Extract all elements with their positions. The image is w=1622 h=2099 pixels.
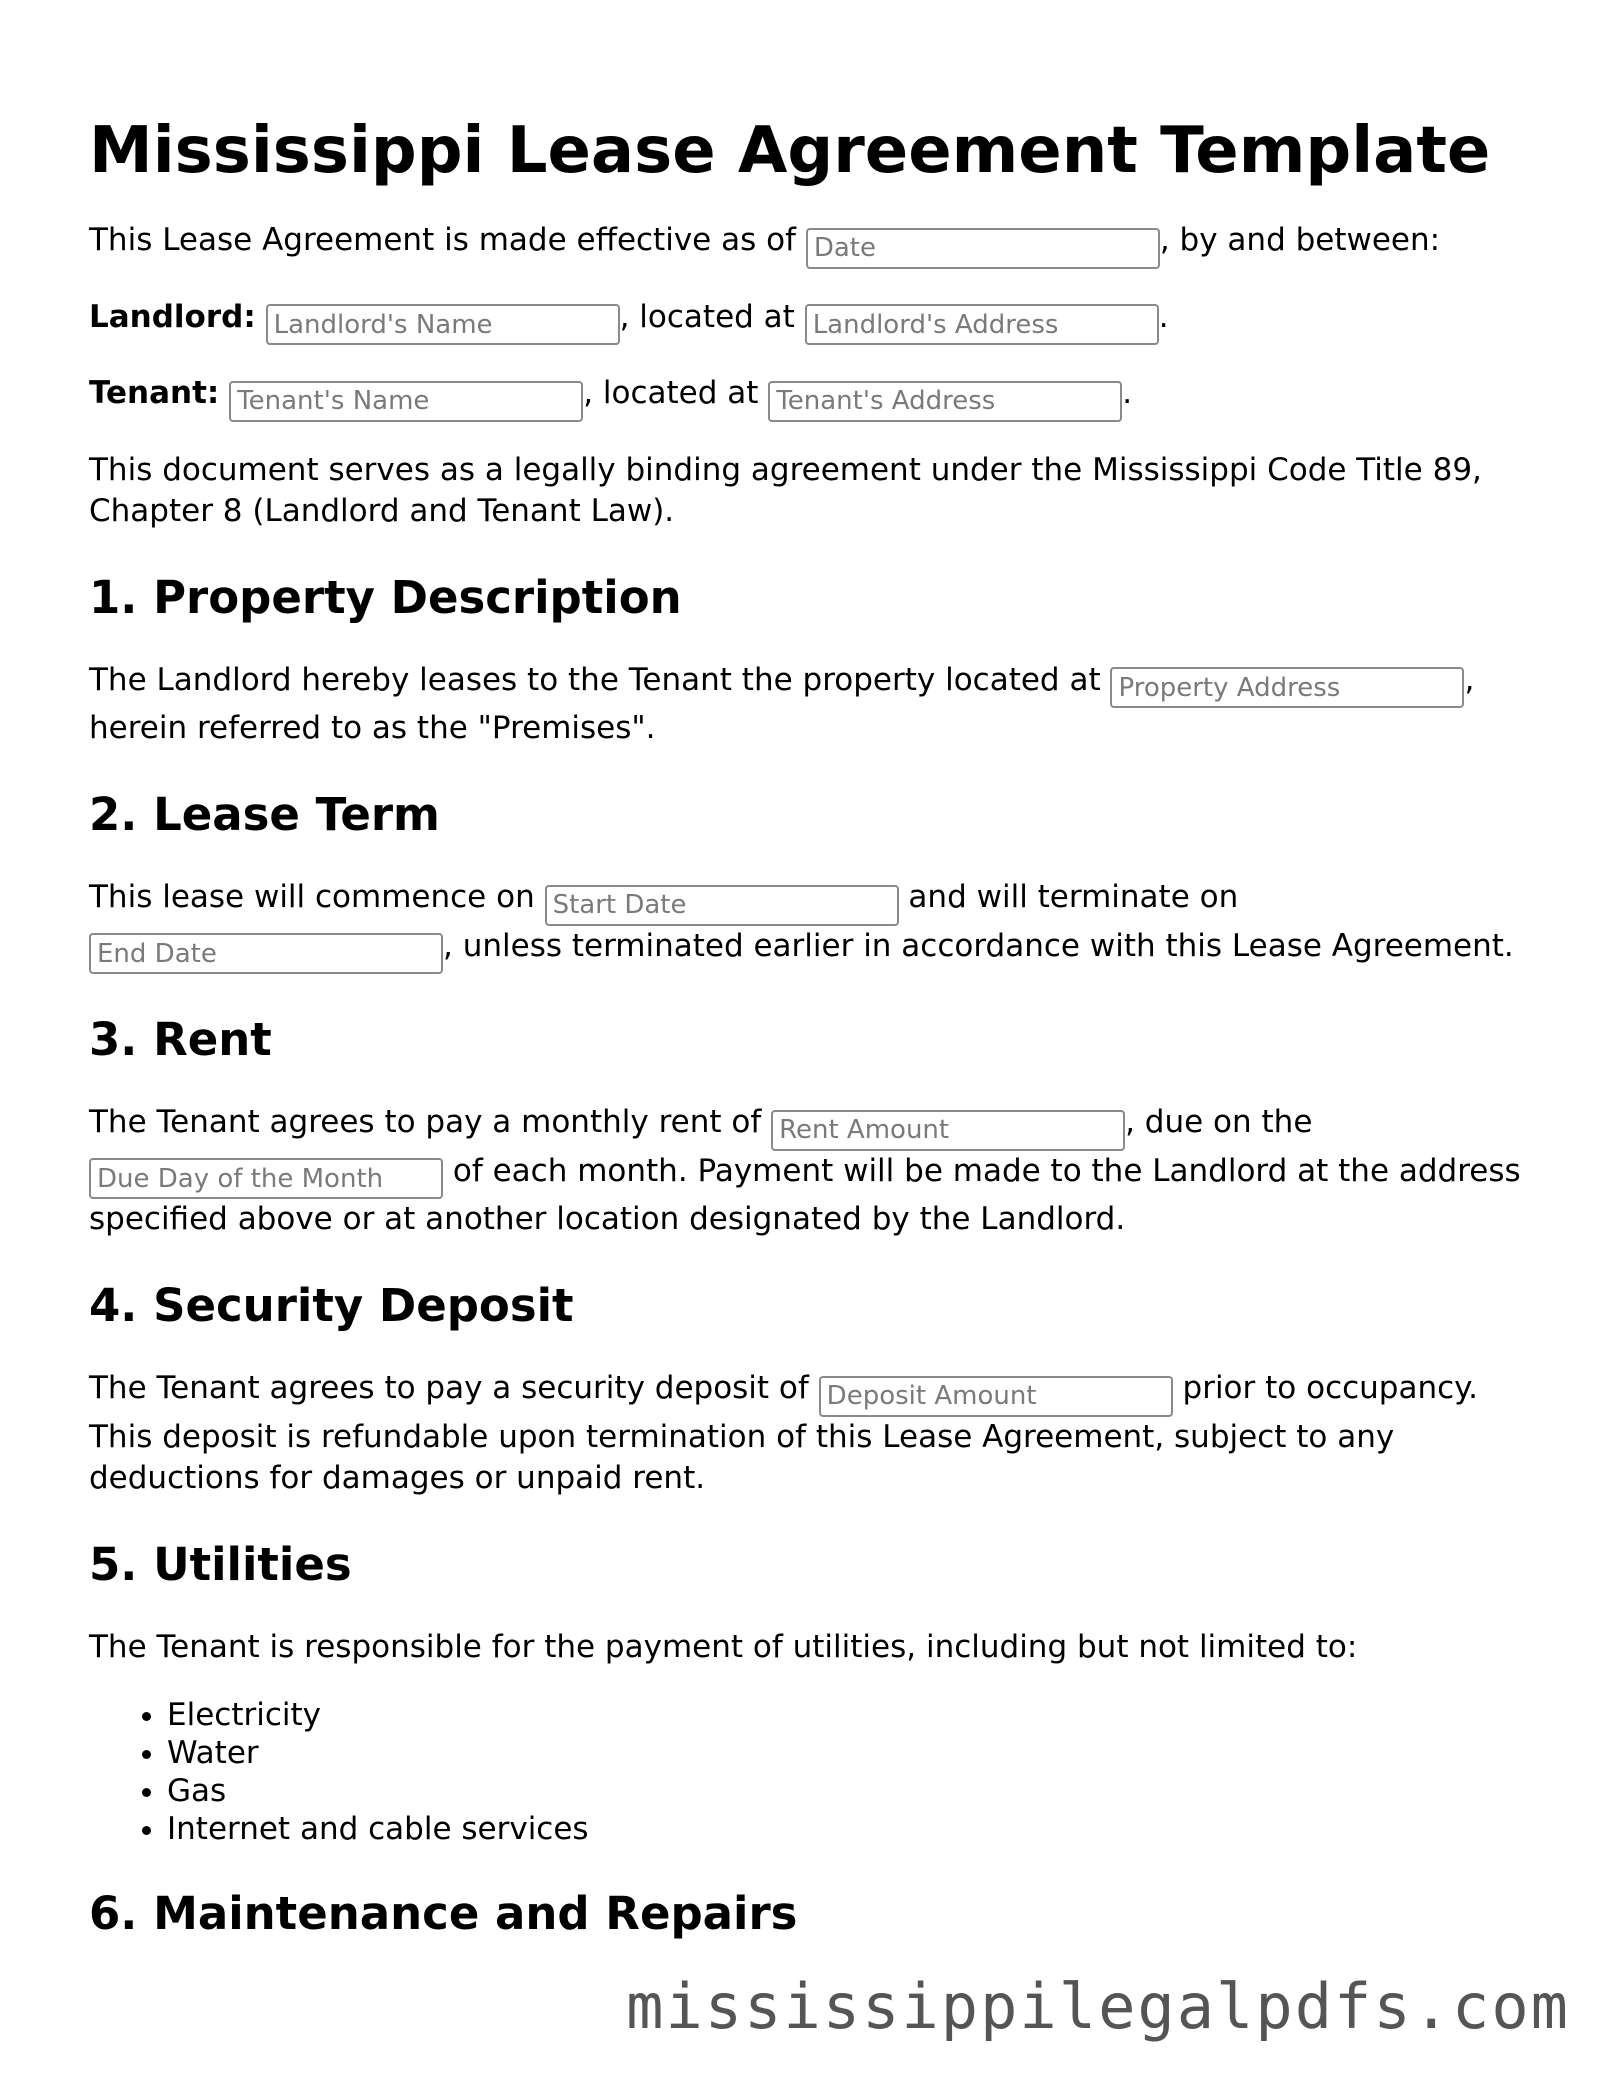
rent-amount-input[interactable] xyxy=(771,1110,1125,1151)
landlord-address-input[interactable] xyxy=(805,304,1159,345)
section-heading-rent: 3. Rent xyxy=(89,1013,272,1066)
list-item: • Gas xyxy=(167,1772,1539,1810)
property-address-input[interactable] xyxy=(1110,667,1464,708)
list-item: • Water xyxy=(167,1734,1539,1772)
utilities-list xyxy=(89,1696,1539,1848)
page-title: Mississippi Lease Agreement Template xyxy=(89,114,1491,188)
watermark: mississippilegalpdfs.com xyxy=(626,1970,1570,2043)
start-date-input[interactable] xyxy=(545,885,899,926)
landlord-line xyxy=(89,297,1539,346)
deposit-paragraph xyxy=(89,1368,1539,1499)
section-heading-property: 1. Property Description xyxy=(89,570,682,624)
deposit-amount-input[interactable] xyxy=(819,1376,1173,1417)
rent-text-before: The Tenant agrees to pay a monthly rent of xyxy=(89,1104,772,1140)
tenant-label: Tenant: xyxy=(89,375,220,411)
list-item: • Electricity xyxy=(167,1696,1539,1734)
rent-text-after: of each month. Payment will be made to the Landlord at the address specified above or at another location designated by the Landlord. xyxy=(89,1152,1521,1237)
section-heading-utilities: 5. Utilities xyxy=(89,1537,352,1591)
list-item: • Internet and cable services xyxy=(167,1810,1539,1848)
landlord-line-end: . xyxy=(1158,298,1169,335)
property-text-before: The Landlord hereby leases to the Tenant the property located at xyxy=(89,661,1111,698)
section-heading-maintenance: 6. Maintenance and Repairs xyxy=(89,1886,798,1940)
property-text-after: , herein referred to as the "Premises". xyxy=(89,661,1475,746)
deposit-text-before: The Tenant agrees to pay a security deposit of xyxy=(89,1370,819,1406)
tenant-address-input[interactable] xyxy=(768,381,1122,422)
tenant-name-input[interactable] xyxy=(229,381,583,422)
lease-term-paragraph xyxy=(89,877,1539,974)
intro-text-after: , by and between: xyxy=(1159,222,1441,258)
tenant-located-at-text: , located at xyxy=(583,375,769,411)
end-date-input[interactable] xyxy=(89,933,443,974)
tenant-line-end: . xyxy=(1122,375,1133,411)
term-text-after: , unless terminated earlier in accordance with this Lease Agreement. xyxy=(443,927,1514,964)
intro-paragraph xyxy=(89,220,1539,269)
due-day-input[interactable] xyxy=(89,1158,443,1199)
section-heading-security-deposit: 4. Security Deposit xyxy=(89,1279,574,1332)
deposit-text-after: prior to occupancy. This deposit is refundable upon termination of this Lease Agreement, subject to any deductions for damages or unpaid rent. xyxy=(89,1370,1478,1496)
effective-date-input[interactable] xyxy=(806,228,1160,269)
rent-text-middle: , due on the xyxy=(1125,1104,1313,1140)
term-text-before: This lease will commence on xyxy=(89,879,545,915)
landlord-name-input[interactable] xyxy=(266,304,620,345)
section-heading-lease-term: 2. Lease Term xyxy=(89,788,440,841)
lease-document xyxy=(89,112,1539,1976)
legal-note: This document serves as a legally binding agreement under the Mississippi Code Title 89, Chapter 8 (Landlord and Tenant Law). xyxy=(89,451,1482,529)
landlord-label: Landlord: xyxy=(89,298,256,335)
property-paragraph xyxy=(89,660,1539,750)
landlord-located-at-text: , located at xyxy=(619,298,805,335)
tenant-line xyxy=(89,373,1539,422)
utilities-paragraph: The Tenant is responsible for the payment of utilities, including but not limited to: xyxy=(89,1628,1358,1665)
term-text-middle: and will terminate on xyxy=(898,879,1239,915)
intro-text-before: This Lease Agreement is made effective as of xyxy=(89,222,806,258)
rent-paragraph xyxy=(89,1102,1539,1240)
